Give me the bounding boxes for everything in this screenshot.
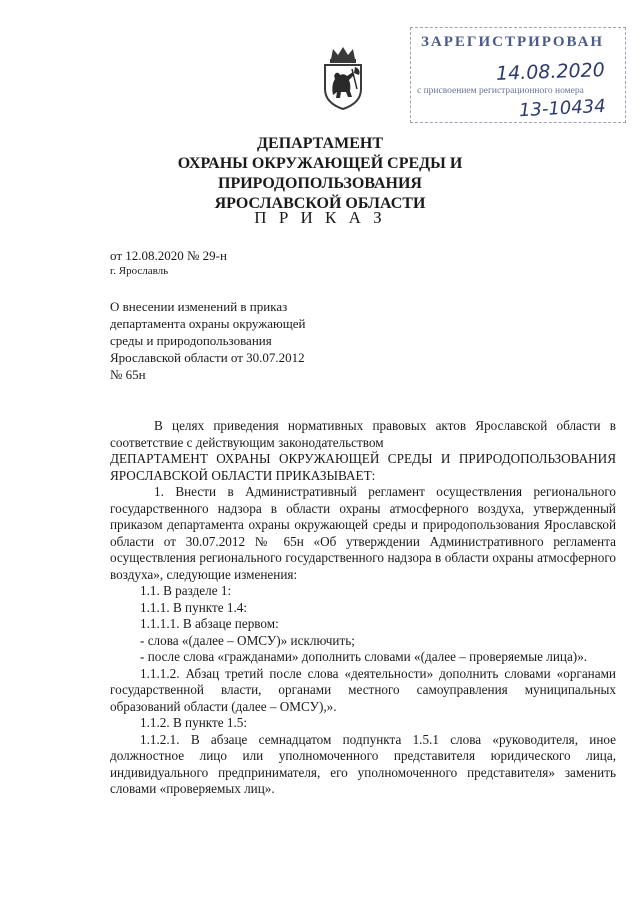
dept-line-3: ЯРОСЛАВСКОЙ ОБЛАСТИ <box>214 195 426 212</box>
clause-1-1-1: 1.1.1. В пункте 1.4: <box>140 599 248 615</box>
city: г. Ярославль <box>110 265 169 277</box>
dept-line-2: ОХРАНЫ ОКРУЖАЮЩЕЙ СРЕДЫ И ПРИРОДОПОЛЬЗОВАНИЯ <box>177 155 463 192</box>
order-subject <box>110 298 370 383</box>
stamp-date: 14.08.2020 <box>495 59 606 85</box>
dept-line-1: ДЕПАРТАМЕНТ <box>257 135 383 152</box>
orders-statement: ДЕПАРТАМЕНТ ОХРАНЫ ОКРУЖАЮЩЕЙ СРЕДЫ И ПРИРОДОПОЛЬЗОВАНИЯ ЯРОСЛАВСКОЙ ОБЛАСТИ ПРИКАЗЫВАЕТ: <box>110 451 616 483</box>
subject-line: департамента охраны окружающей <box>110 316 306 331</box>
subject-line: Ярославской области от 30.07.2012 <box>110 350 305 365</box>
subject-line: среды и природопользования <box>110 333 272 348</box>
clause-1-1-2-1: 1.1.2.1. В абзаце семнадцатом подпункта 1.5.1 слова «руководителя, иное должностное лицо или уполномоченного представителя юридического лица, индивидуального предпринимателя, его уполномоченного представителя» заменить словами «проверяемых лиц». <box>110 731 616 796</box>
preamble-paragraph: В целях приведения нормативных правовых актов Ярославской области в соответствие с действующим законодательством <box>110 418 616 450</box>
order-body <box>110 418 616 798</box>
stamp-reg-number: 13-10434 <box>518 95 607 122</box>
clause-item: - слова «(далее – ОМСУ)» исключить; <box>140 632 355 648</box>
order-number-date: от 12.08.2020 № 29-н <box>110 248 227 263</box>
subject-line: О внесении изменений в приказ <box>110 299 288 314</box>
subject-line: № 65н <box>110 367 146 382</box>
stamp-title: ЗАРЕГИСТРИРОВАН <box>421 34 605 50</box>
department-title <box>80 134 560 214</box>
clause-1: 1. Внести в Административный регламент осуществления регионального государственного надзора в области охраны атмосферного воздуха, утвержденный приказом департамента охраны окружающей среды и природопользования Ярославской области от 30.07.2012 № 65н «Об утверждении Административного регламента осуществления регионального государственного надзора в области охраны атмосферного воздуха», следующие изменения: <box>110 484 616 582</box>
document-type: П Р И К А З <box>254 208 386 227</box>
clause-1-1-1-1: 1.1.1.1. В абзаце первом: <box>140 616 279 631</box>
clause-item: - после слова «гражданами» дополнить словами «(далее – проверяемые лица)». <box>140 649 588 664</box>
clause-1-1-1-2: 1.1.1.2. Абзац третий после слова «деятельности» дополнить словами «органами государственной власти, органами местного самоуправления муниципальных образований области (далее – ОМСУ),». <box>110 665 616 714</box>
clause-1-1-2: 1.1.2. В пункте 1.5: <box>140 715 248 730</box>
registration-stamp <box>410 27 626 123</box>
stamp-note: с присвоением регистрационного номера <box>417 86 584 96</box>
yaroslavl-coat-of-arms-icon <box>319 45 367 111</box>
clause-1-1: 1.1. В разделе 1: <box>140 583 232 598</box>
